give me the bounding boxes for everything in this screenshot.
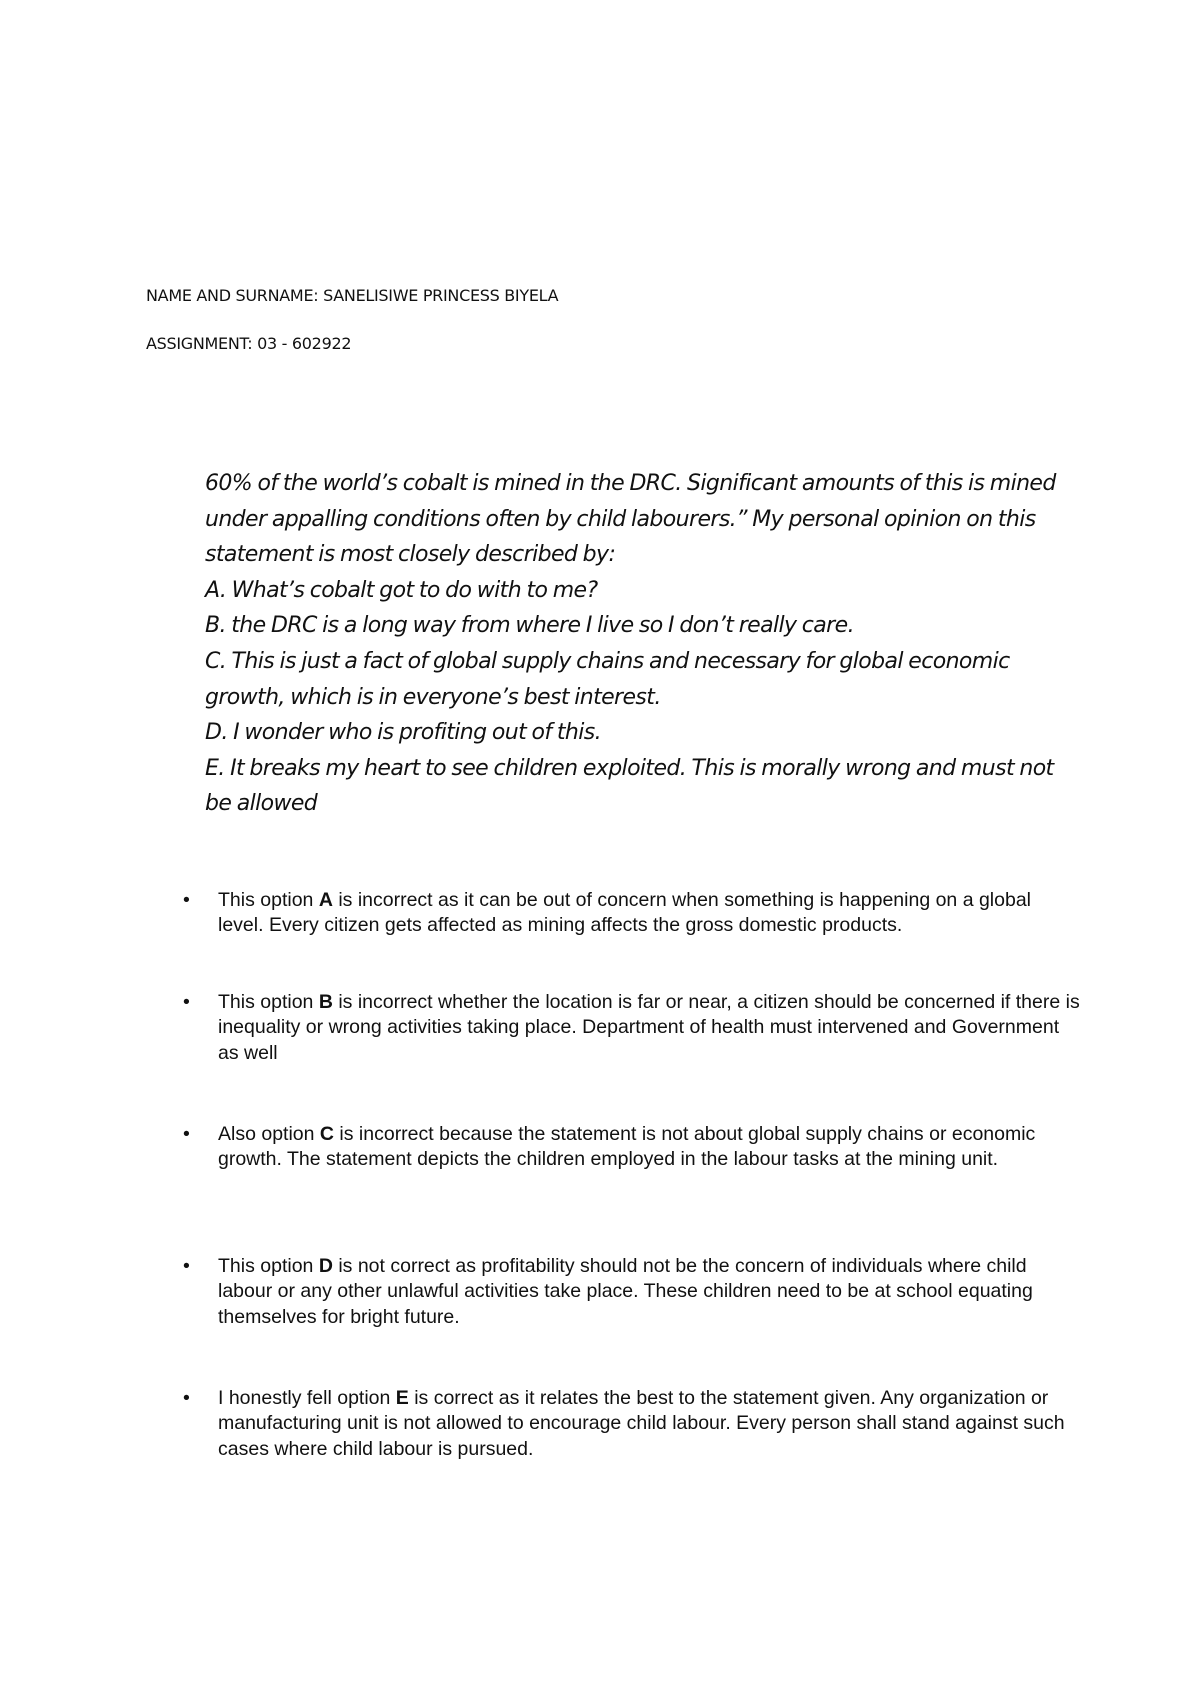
bullet-icon: • — [183, 1387, 190, 1409]
bullet-icon: • — [183, 1255, 190, 1277]
answer-text-c — [218, 1122, 1080, 1173]
name-and-surname-line: NAME AND SURNAME: SANELISIWE PRINCESS BIYELA — [146, 286, 559, 305]
assignment-line: ASSIGNMENT: 03 - 602922 — [146, 334, 352, 353]
answer-text-b — [218, 990, 1080, 1066]
answer-letter: C — [319, 1123, 334, 1145]
question-option-b: B. the DRC is a long way from where I live so I don’t really care. — [205, 613, 854, 639]
answer-prefix: I honestly fell option — [218, 1387, 396, 1409]
question-option-c: C. This is just a fact of global supply chains and necessary for global economic growth, which is in everyone’s best interest. — [205, 648, 1010, 710]
answer-letter: B — [318, 991, 333, 1013]
answer-text-a — [218, 888, 1080, 939]
answer-letter: A — [318, 889, 333, 911]
question-option-e: E. It breaks my heart to see children exploited. This is morally wrong and must not be allowed — [205, 755, 1054, 817]
answer-text-e — [218, 1386, 1080, 1462]
answer-body: is incorrect whether the location is far or near, a citizen should be concerned if there is inequality or wrong activities taking place. Department of health must intervened and Government as well — [218, 991, 1080, 1064]
answer-prefix: This option — [218, 991, 319, 1013]
answer-body: is incorrect as it can be out of concern when something is happening on a global level. Every citizen gets affected as mining affects the gross domestic products. — [218, 889, 1032, 937]
question-option-a: A. What’s cobalt got to do with to me? — [205, 577, 598, 603]
answer-letter: E — [395, 1387, 409, 1409]
answer-prefix: Also option — [218, 1123, 320, 1145]
bullet-icon: • — [183, 991, 190, 1013]
answer-letter: D — [318, 1255, 333, 1277]
answer-body: is incorrect because the statement is not about global supply chains or economic growth. The statement depicts the children employed in the labour tasks at the mining unit. — [218, 1123, 1036, 1171]
question-intro: 60% of the world’s cobalt is mined in the DRC. Significant amounts of this is mined under appalling conditions often by child labourers.” My personal opinion on this statement is most closely described by: — [205, 471, 1056, 568]
answer-text-d — [218, 1254, 1080, 1330]
answer-prefix: This option — [218, 1255, 319, 1277]
answer-prefix: This option — [218, 889, 319, 911]
answer-body: is not correct as profitability should not be the concern of individuals where child labour or any other unlawful activities take place. These children need to be at school equating themselves for bright future. — [218, 1255, 1033, 1328]
question-option-d: D. I wonder who is profiting out of this. — [205, 720, 602, 746]
answer-body: is correct as it relates the best to the statement given. Any organization or manufacturing unit is not allowed to encourage child labour. Every person shall stand against such cases where child labour is pursued. — [218, 1387, 1065, 1460]
bullet-icon: • — [183, 1123, 190, 1145]
question-block — [205, 466, 1065, 822]
bullet-icon: • — [183, 889, 190, 911]
